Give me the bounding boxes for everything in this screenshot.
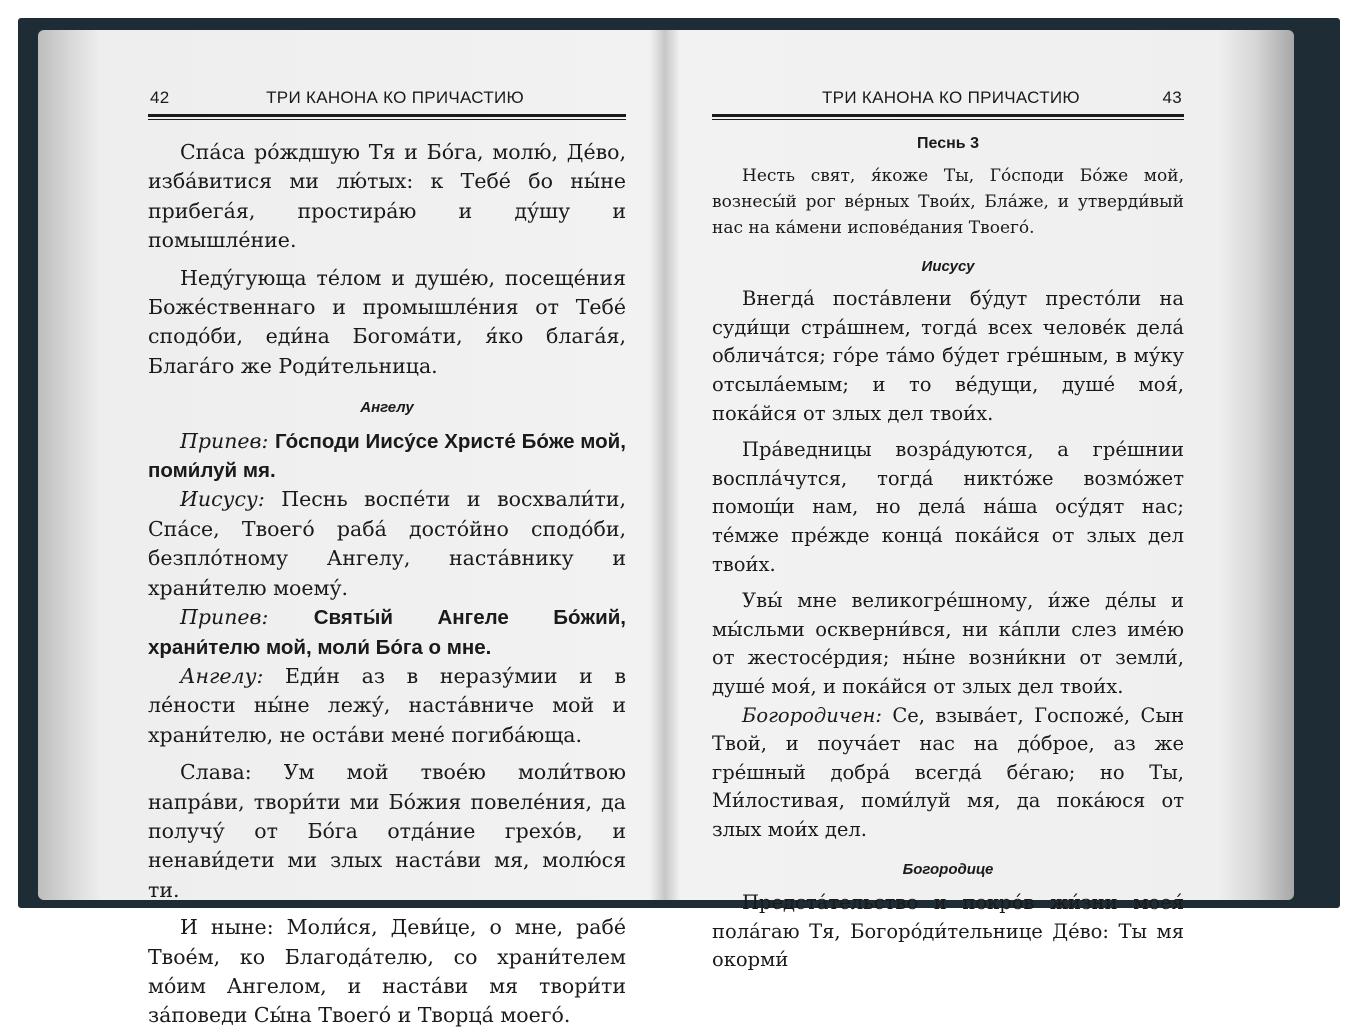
troparion-label: Ангелу: xyxy=(180,663,264,688)
page-number: 43 xyxy=(1162,88,1182,107)
refrain-label: Припев: xyxy=(180,605,269,630)
paragraph: Спа́са ро́ждшую Тя и Бо́га, молю́, Де́во, изба́витися ми лю́тых: к Тебе́ бо ны́не прибега́я, простира́ю и ду́шу и помышле́ние. xyxy=(148,140,626,253)
refrain-label: Припев: xyxy=(180,428,269,453)
refrain-text: Го́споди Иису́се Христе́ Бо́же мой, поми́луй мя. xyxy=(148,429,626,483)
right-running-head xyxy=(712,88,1184,117)
running-title: ТРИ КАНОНА КО ПРИЧАСТИЮ xyxy=(822,88,1080,107)
troparion-text: Се, взыва́ет, Госпоже́, Сын Твой, и поуча́ет нас на до́брое, аз же гре́шный добра́ всегда́ бе́гаю; но Ты, Ми́лостивая, поми́луй мя, да пока́юся от злых мои́х дел. xyxy=(712,703,1184,841)
troparion xyxy=(148,662,626,750)
left-running-head xyxy=(148,88,626,117)
section-heading: Иисусу xyxy=(921,257,975,275)
book-gutter xyxy=(650,30,680,900)
header-rule xyxy=(148,119,626,120)
right-page-text xyxy=(712,130,1184,975)
troparion: И ныне: Моли́ся, Деви́це, о мне, рабе́ Твое́м, ко Благода́телю, со храни́телем мо́им Ангелом, и наста́ви мя твори́ти за́поведи Сы́на Твоего́ и Творца́ моего́. xyxy=(148,915,626,1028)
left-page xyxy=(148,88,626,1031)
troparion-label: Богородичен: xyxy=(742,703,882,727)
irmos: Несть свят, я́коже Ты, Го́споди Бо́же мой, вознесы́й рог ве́рных Твои́х, Бла́же, и утверди́вый нас на ка́мени испове́дания Твоего́. xyxy=(712,165,1184,238)
refrain xyxy=(148,427,626,486)
refrain-text: Святы́й Ангеле Бо́жий, храни́телю мой, моли́ Бо́га о мне. xyxy=(148,606,626,659)
right-page xyxy=(712,88,1184,975)
troparion: Пра́ведницы возра́дуются, а гре́шнии воспла́чутся, тогда́ никто́же возмо́жет помощ́и нам, но дела́ на́ша осу́дят нас; те́мже пре́жде конца́ пока́йся от злых дел твои́х. xyxy=(712,438,1184,576)
troparion: Слава: Ум мой твое́ю моли́твою напра́ви, твори́ти ми Бо́жия повеле́ния, да получу́ от Бо́га отда́ние грехо́в, и ненави́дети ми злых наста́ви мя, молю́ся ти. xyxy=(148,760,626,902)
refrain xyxy=(148,603,626,662)
section-heading: Богородице xyxy=(902,861,994,879)
troparion-text: Песнь воспе́ти и восхвали́ти, Спа́се, Твоего́ раба́ досто́йно сподо́би, безпло́тному Ангелу, наста́внику и храни́телю моему́. xyxy=(148,487,626,600)
troparion: Предста́тельство и покро́в жи́зни моея́ пола́гаю Тя, Богоро́ди́тельнице Де́во: Ты мя окорми́ xyxy=(712,891,1184,972)
ode-heading: Песнь 3 xyxy=(917,135,979,152)
troparion: Внегда́ поста́влени бу́дут престо́ли на суди́щи стра́шнем, тогда́ всех челове́к дела́ облича́тся; го́ре та́мо бу́дет гре́шным, в му́ку отсыла́емым; и то ве́дущи, душе́ моя́, пока́йся от злых дел твои́х. xyxy=(712,287,1184,425)
paragraph: Неду́гующа те́лом и душе́ю, посеще́ния Боже́ственнаго и промышле́ния от Тебе́ сподо́би, еди́на Богома́ти, я́ко блага́я, Блага́го же Роди́тельница. xyxy=(148,265,626,378)
left-page-text xyxy=(148,138,626,1031)
page-number: 42 xyxy=(150,88,170,107)
troparion-text: Еди́н аз в неразу́мии и в ле́ности ны́не лежу́, наста́вниче мой и храни́телю, не оста́ви мене́ погиба́юща. xyxy=(148,663,626,747)
troparion xyxy=(712,702,1184,845)
running-title: ТРИ КАНОНА КО ПРИЧАСТИЮ xyxy=(266,88,524,107)
header-rule xyxy=(712,119,1184,120)
troparion: Увы́ мне великогре́шному, и́же де́лы и мы́сльми оскверни́вся, ни ка́пли слез име́ю от жестосе́рдия; ны́не возни́кни от земли́, душе́ моя́, и пока́йся от злых дел твои́х. xyxy=(712,589,1184,698)
section-heading: Ангелу xyxy=(360,399,414,417)
troparion-label: Иисусу: xyxy=(180,487,265,512)
troparion xyxy=(148,485,626,603)
